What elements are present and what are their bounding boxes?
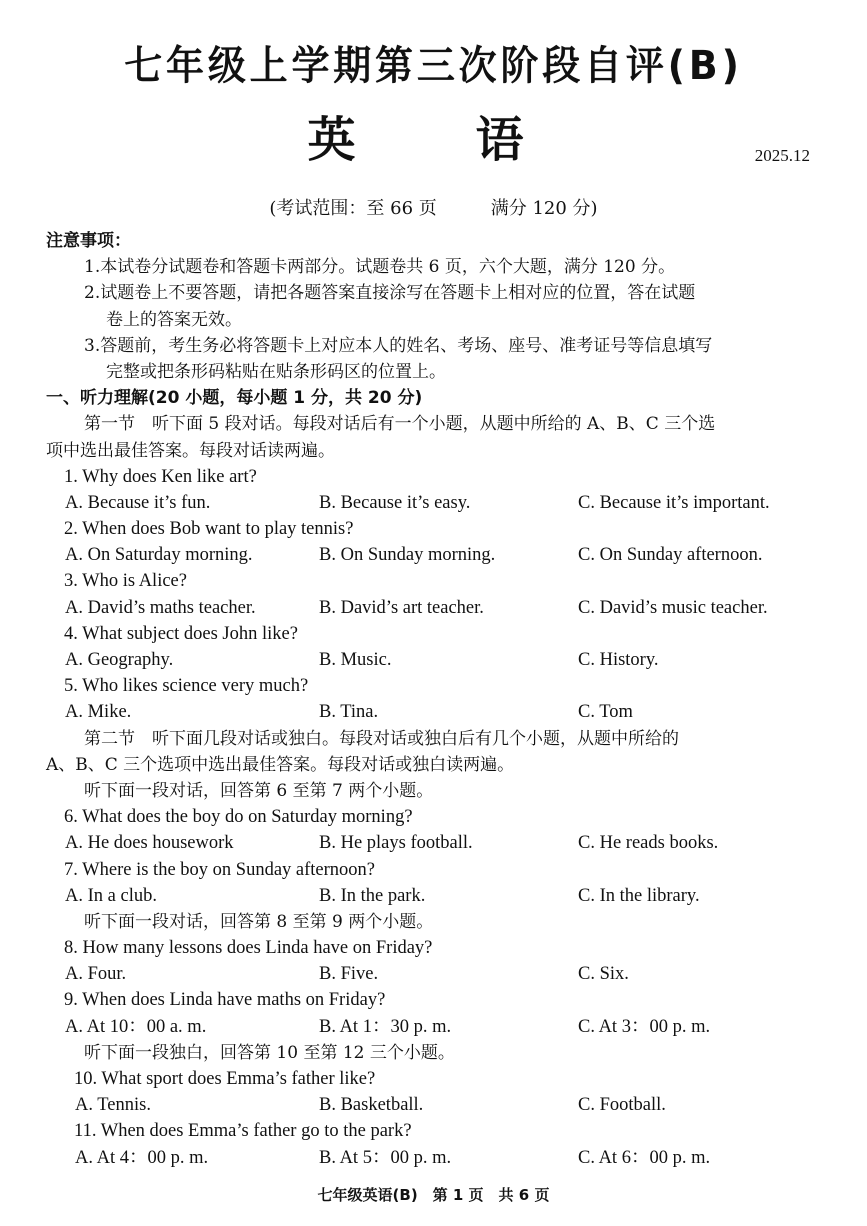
question-1: 1. Why does Ken like art? [64, 466, 257, 487]
option-a: A. Four. [65, 964, 127, 985]
option-a: A. In a club. [65, 885, 157, 906]
exam-title: 七年级上学期第三次阶段自评(B) [124, 43, 743, 89]
option-a: A. He does housework [65, 833, 234, 854]
exam-date: 2025.12 [754, 146, 810, 165]
option-c: C. Football. [578, 1095, 666, 1116]
notes-heading: 注意事项： [46, 231, 131, 251]
options-7 [46, 883, 812, 909]
sub-instruction-3: 听下面一段独白，回答第 10 至第 12 三个小题。 [84, 1042, 455, 1063]
options-1 [46, 490, 812, 516]
option-b: B. Basketball. [319, 1095, 424, 1116]
notes-item-3: 3.答题前，考生务必将答题卡上对应本人的姓名、考场、座号、准考证号等信息填写 [84, 335, 713, 356]
question-11: 11. When does Emma’s father go to the park? [74, 1121, 412, 1142]
option-c: C. David’s music teacher. [578, 597, 768, 618]
section-heading: 一、听力理解(20 小题，每小题 1 分，共 20 分) [46, 388, 423, 409]
option-c: C. History. [578, 650, 659, 670]
option-b: B. On Sunday morning. [319, 545, 496, 566]
options-6 [46, 830, 812, 856]
option-a: A. Mike. [65, 702, 132, 723]
question-2: 2. When does Bob want to play tennis? [64, 519, 354, 540]
option-b: B. He plays football. [319, 833, 473, 854]
option-c: C. At 3：00 p. m. [578, 1016, 711, 1037]
exam-scope: (考试范围：至 66 页 满分 120 分) [269, 198, 598, 219]
part2-instructions: 第二节 听下面几段对话或独白。每段对话或独白后有几个小题，从题中所给的 [84, 728, 679, 749]
option-c: C. Because it’s important. [578, 492, 770, 513]
option-a: A. Because it’s fun. [65, 492, 211, 513]
question-5: 5. Who likes science very much? [64, 676, 309, 697]
part2-instructions-cont: A、B、C 三个选项中选出最佳答案。每段对话或独白读两遍。 [46, 754, 515, 775]
exam-content [46, 228, 812, 1171]
option-b: B. Because it’s easy. [319, 492, 471, 513]
option-a: A. Tennis. [75, 1095, 151, 1116]
option-b: B. At 5：00 p. m. [319, 1147, 452, 1168]
option-a: A. At 10：00 a. m. [65, 1016, 207, 1037]
option-b: B. In the park. [319, 885, 426, 906]
options-4 [46, 647, 812, 673]
option-c: C. Tom [578, 702, 633, 723]
part1-instructions: 第一节 听下面 5 段对话。每段对话后有一个小题，从题中所给的 A、B、C 三个选 [84, 414, 716, 435]
page-footer: 七年级英语(B) 第 1 页 共 6 页 [317, 1186, 550, 1204]
part1-instructions-cont: 项中选出最佳答案。每段对话读两遍。 [46, 440, 335, 461]
question-9: 9. When does Linda have maths on Friday? [64, 990, 386, 1011]
option-a: A. David’s maths teacher. [65, 597, 256, 618]
options-10 [46, 1092, 812, 1118]
exam-subject: 英 语 [307, 112, 560, 168]
sub-instruction-2: 听下面一段对话，回答第 8 至第 9 两个小题。 [84, 911, 434, 932]
option-c: C. Six. [578, 964, 629, 985]
option-c: C. In the library. [578, 885, 700, 906]
option-a: A. At 4：00 p. m. [75, 1147, 209, 1168]
options-2 [46, 542, 812, 568]
notes-item-2: 2.试题卷上不要答题，请把各题答案直接涂写在答题卡上相对应的位置，答在试题 [84, 283, 696, 304]
question-6: 6. What does the boy do on Saturday morning? [64, 807, 413, 828]
notes-item-3-cont: 完整或把条形码粘贴在贴条形码区的位置上。 [106, 361, 446, 382]
question-4: 4. What subject does John like? [64, 623, 298, 644]
option-b: B. At 1：30 p. m. [319, 1016, 452, 1037]
option-a: A. On Saturday morning. [65, 545, 253, 566]
question-3: 3. Who is Alice? [64, 571, 187, 592]
option-b: B. Tina. [319, 702, 379, 723]
option-b: B. David’s art teacher. [319, 597, 484, 618]
question-10: 10. What sport does Emma’s father like? [74, 1069, 376, 1089]
sub-instruction-1: 听下面一段对话，回答第 6 至第 7 两个小题。 [84, 780, 434, 801]
option-c: C. On Sunday afternoon. [578, 545, 763, 566]
option-b: B. Music. [319, 650, 392, 670]
options-8 [46, 961, 812, 987]
option-c: C. At 6：00 p. m. [578, 1147, 711, 1168]
options-5 [46, 699, 812, 725]
options-9 [46, 1014, 812, 1040]
option-b: B. Five. [319, 964, 379, 985]
option-a: A. Geography. [65, 650, 174, 670]
option-c: C. He reads books. [578, 833, 719, 854]
options-3 [46, 595, 812, 621]
options-11 [46, 1145, 812, 1171]
notes-item-1: 1.本试卷分试题卷和答题卡两部分。试题卷共 6 页，六个大题，满分 120 分。 [84, 257, 676, 278]
question-7: 7. Where is the boy on Sunday afternoon? [64, 859, 375, 880]
notes-item-2-cont: 卷上的答案无效。 [106, 309, 242, 330]
question-8: 8. How many lessons does Linda have on Friday? [64, 938, 433, 959]
